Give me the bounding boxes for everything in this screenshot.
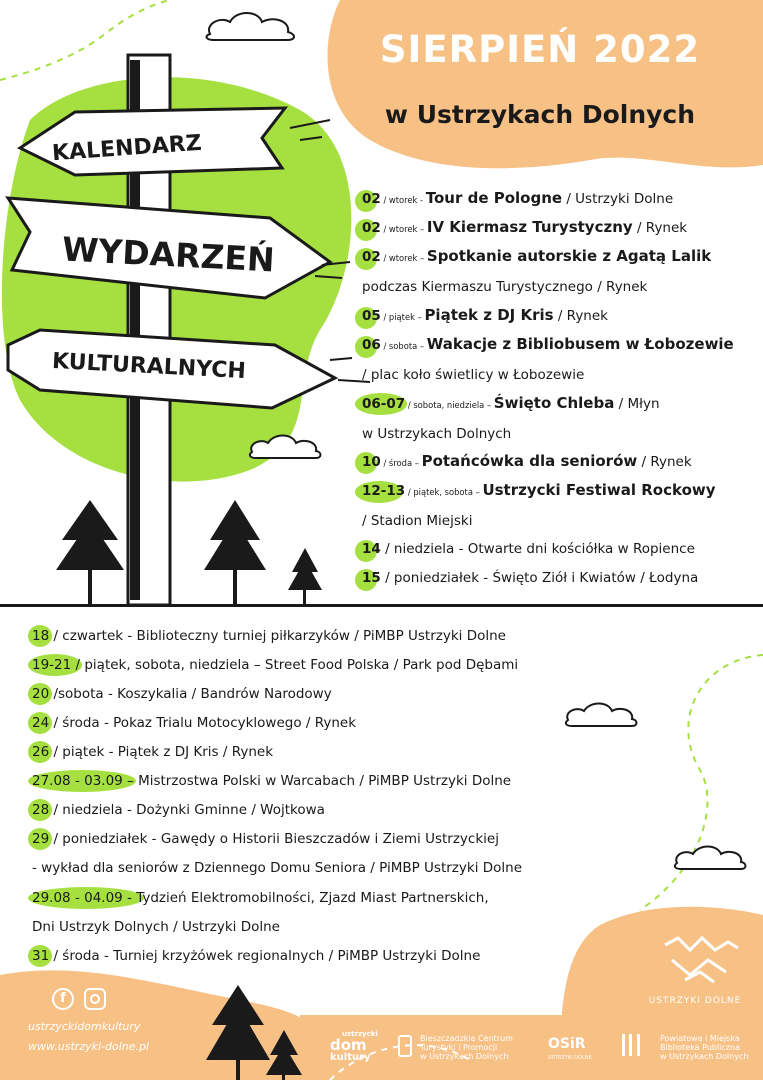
osir-logo: OSiR — [548, 1036, 586, 1052]
tree-icon — [204, 500, 266, 605]
social-handle[interactable]: ustrzyckidomkultury — [28, 1020, 141, 1033]
facebook-icon[interactable]: f — [52, 988, 74, 1010]
list-item: 29 / poniedziałek - Gawędy o Historii Bieszczadów i Ziemi Ustrzyckiej — [32, 831, 499, 847]
list-item-continued: podczas Kiermaszu Turystycznego / Rynek — [362, 279, 648, 295]
library-logo: Powiatowa i Miejska Biblioteka Publiczna w Ustrzykach Dolnych — [660, 1034, 749, 1061]
list-item: 02 / wtorek – IV Kiermasz Turystyczny / Rynek — [362, 218, 688, 236]
page-title: SIERPIEŃ 2022 — [379, 28, 701, 71]
list-item-continued: / Stadion Miejski — [362, 513, 473, 529]
list-item: 18 / czwartek - Biblioteczny turniej piłkarzyków / PiMBP Ustrzyki Dolne — [32, 628, 506, 644]
page-subtitle: w Ustrzykach Dolnych — [384, 100, 696, 129]
list-item: 19-21 / piątek, sobota, niedziela – Street Food Polska / Park pod Dębami — [32, 657, 519, 673]
list-item-continued: Dni Ustrzyk Dolnych / Ustrzyki Dolne — [32, 919, 280, 935]
list-item-continued: w Ustrzykach Dolnych — [362, 426, 512, 442]
list-item: 20 /sobota - Koszykalia / Bandrów Narodowy — [32, 686, 332, 702]
list-item: 06-07 / sobota, niedziela – Święto Chleba / Młyn — [362, 394, 660, 412]
list-item: 15 / poniedziałek - Święto Ziół i Kwiatów / Łodyna — [362, 570, 699, 586]
list-item: 27.08 - 03.09 – Mistrzostwa Polski w Warcabach / PiMBP Ustrzyki Dolne — [32, 773, 512, 789]
brand-label: USTRZYKI DOLNE — [648, 996, 742, 1006]
list-item: 28 / niedziela - Dożynki Gminne / Wojtkowa — [32, 802, 325, 818]
list-item: 14 / niedziela - Otwarte dni kościółka w Ropience — [362, 541, 695, 557]
cloud-icon — [207, 13, 294, 40]
list-item: 02 / wtorek - Tour de Pologne / Ustrzyki Dolne — [362, 189, 674, 207]
info-centre-icon — [398, 1035, 412, 1057]
list-item: 31 / środa - Turniej krzyżówek regionalnych / PiMBP Ustrzyki Dolne — [32, 948, 481, 964]
divider — [0, 604, 763, 607]
website-link[interactable]: www.ustrzyki-dolne.pl — [28, 1040, 150, 1053]
list-item: 29.08 - 04.09 - Tydzień Elektromobilności, Zjazd Miast Partnerskich, — [32, 890, 489, 906]
list-item: 26 / piątek - Piątek z DJ Kris / Rynek — [32, 744, 274, 760]
list-item: 02 / wtorek – Spotkanie autorskie z Agatą Lalik — [362, 247, 712, 265]
list-item-continued: - wykład dla seniorów z Dziennego Domu Seniora / PiMBP Ustrzyki Dolne — [32, 860, 523, 876]
sign-label-kalendarz: KALENDARZ — [51, 130, 203, 167]
orange-blob-top — [328, 0, 763, 168]
tree-icon — [56, 500, 124, 605]
list-item-continued: / plac koło świetlicy w Łobozewie — [362, 367, 585, 383]
cloud-icon — [675, 847, 746, 870]
list-item: 12-13 / piątek, sobota – Ustrzycki Festiwal Rockowy — [362, 481, 716, 499]
instagram-icon[interactable] — [84, 988, 106, 1010]
list-item: 05 / piątek – Piątek z DJ Kris / Rynek — [362, 306, 608, 324]
tree-icon — [288, 548, 322, 605]
list-item: 06 / sobota – Wakacje z Bibliobusem w Łobozewie — [362, 335, 734, 353]
sign-label-kulturalnych: KULTURALNYCH — [51, 348, 247, 385]
osir-subtitle: USTRZYKI DOLNE — [548, 1055, 592, 1061]
dashed-line-right — [640, 655, 763, 910]
list-item: 10 / środa – Potańcówka dla seniorów / Rynek — [362, 452, 692, 470]
info-centre-logo: Bieszczadzkie Centrum Turystyki i Promocji w Ustrzykach Dolnych — [420, 1034, 513, 1061]
dom-kultury-logo: ustrzycki dom kultury — [330, 1030, 378, 1063]
list-item: 24 / środa - Pokaz Trialu Motocyklowego / Rynek — [32, 715, 357, 731]
cloud-icon — [566, 704, 637, 727]
library-icon — [622, 1034, 640, 1056]
sign-label-wydarzen: WYDARZEŃ — [61, 229, 276, 280]
